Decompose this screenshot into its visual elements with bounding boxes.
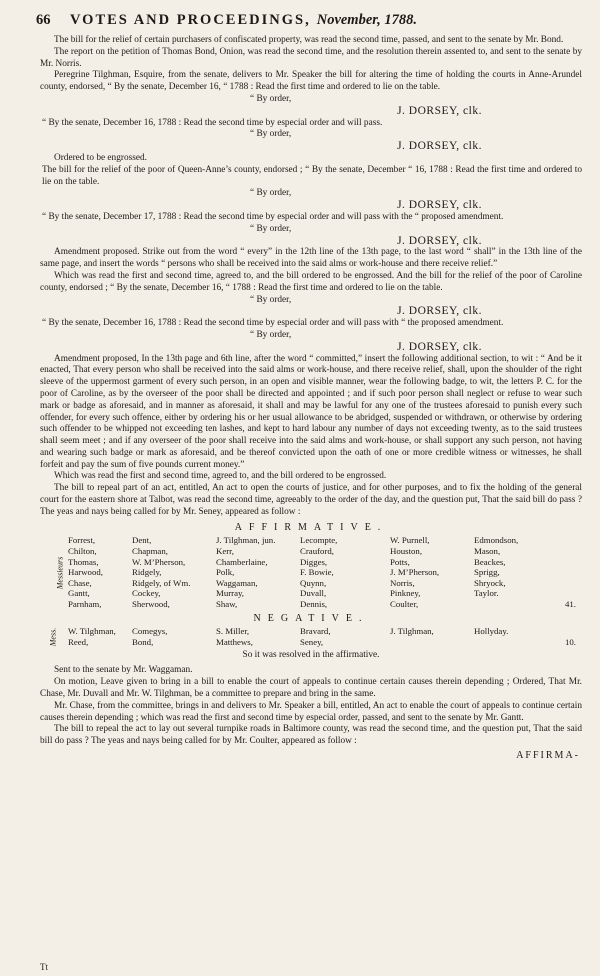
member-name: Reed, bbox=[68, 637, 89, 648]
clerk-signature: J. DORSEY, clk. bbox=[397, 140, 482, 153]
member-name: Chase, bbox=[68, 577, 92, 588]
senate-endorsement: “ By the senate, December 17, 1788 : Read the second time by especial order and will pass with the “ proposed amendment. bbox=[42, 211, 504, 222]
member-name: Digges, bbox=[300, 556, 328, 567]
running-title: VOTES AND PROCEEDINGS, bbox=[70, 12, 311, 28]
member-name: Duvall, bbox=[300, 588, 327, 599]
member-name: Cockey, bbox=[132, 588, 161, 599]
member-name: Norris, bbox=[390, 577, 415, 588]
negative-column bbox=[390, 626, 474, 647]
negative-column bbox=[132, 626, 216, 647]
amendment-paragraph: Amendment proposed. Strike out from the word “ every” in the 12th line of the 13th page, to the last word “ shall” in the 13th line of the same page, and insert the words “ persons who shall be received into the said alms or work-house and there receive relief.” bbox=[40, 247, 582, 270]
member-name: Dent, bbox=[132, 535, 152, 546]
member-name: Edmondson, bbox=[474, 535, 519, 546]
member-name: Thomas, bbox=[68, 556, 99, 567]
body-text bbox=[40, 35, 582, 762]
member-name: J. M’Pherson, bbox=[390, 567, 440, 578]
paragraph: Which was read the first and second time, agreed to, and the bill ordered to be engrossed. And the bill for the relief of the poor of Caroline county, endorsed ; “ By the senate, December 16, “ 1788 : Read the first time and ordered to lie on the table. bbox=[40, 270, 582, 293]
negative-heading: NEGATIVE. bbox=[253, 612, 369, 624]
member-name: W. Tilghman, bbox=[68, 626, 116, 637]
vote-side-label: Messieurs bbox=[55, 556, 65, 589]
clerk-signature: J. DORSEY, clk. bbox=[397, 305, 482, 318]
vote-side-label: Mess. bbox=[48, 627, 58, 647]
paragraph: Peregrine Tilghman, Esquire, from the senate, delivers to Mr. Speaker the bill for altering the time of holding the courts in Anne-Arundel county, endorsed, “ By the senate, December 16, “ 1788 : Read the first time and ordered to lie on the table. bbox=[40, 70, 582, 93]
signature-mark: Tt bbox=[40, 962, 48, 972]
catchword: AFFIRMA- bbox=[516, 749, 580, 761]
member-name: Crauford, bbox=[300, 546, 334, 557]
by-order-line: “ By order, bbox=[250, 93, 292, 104]
affirmative-column bbox=[68, 535, 132, 609]
member-name: S. Miller, bbox=[216, 626, 250, 637]
member-name: J. Tilghman, bbox=[390, 626, 434, 637]
paragraph: Ordered to be engrossed. bbox=[54, 152, 147, 163]
member-name: Quynn, bbox=[300, 577, 327, 588]
affirmative-column bbox=[474, 535, 550, 609]
page-number: 66 bbox=[36, 12, 51, 28]
clerk-signature: J. DORSEY, clk. bbox=[397, 340, 482, 353]
by-order-line: “ By order, bbox=[250, 223, 292, 234]
member-name: Mason, bbox=[474, 546, 501, 557]
member-name: Chapman, bbox=[132, 546, 168, 557]
member-name: Lecompte, bbox=[300, 535, 338, 546]
member-name: Harwood, bbox=[68, 567, 103, 578]
member-name: Polk, bbox=[216, 567, 235, 578]
negative-column bbox=[300, 626, 390, 647]
paragraph: The bill for the relief of certain purchasers of confiscated property, was read the second time, passed, and sent to the senate by Mr. Bond. bbox=[54, 35, 564, 45]
negative-column bbox=[216, 626, 300, 647]
paragraph: The bill to repeal part of an act, entitled, An act to open the courts of justice, and for other purposes, and to fix the holding of the general court for the eastern shore at Talbot, was read the second time, agreeably to the order of the day, and the question put, That the said bill do pass ? The yeas and nays being called for by Mr. Seney, appeared as follow : bbox=[40, 483, 582, 517]
amendment-paragraph: Amendment proposed, In the 13th page and 6th line, after the word “ committed,” insert the following additional section, to wit : “ And be it enacted, That every person who shall be received into the said alms or work-house, and there receive relief, shall, upon the shoulder of the right sleeve of the uppermost garment of every such person, in an open and visible manner, wear the following badge, to wit, the letters P. C. for the poor of Caroline, as by the overseer of the poor shall be directed and appointed ; and if such poor person shall neglect or refuse to wear such mark or badge as aforesaid, and in manner as aforesaid, it shall and may be lawful for any one of the trustees aforesaid to punish every such offender, for every such offence, either by ordering his or her usual allowance to be abridged, suspended or withdrawn, or otherwise by ordering such offender to be whipped not exceeding ten lashes, and kept to hard labour any number of days not exceeding twenty, as to the said trustees shall seem meet ; and if any overseer of the poor shall receive into the said alms and work-house, or shall support any such person, not having and wearing such badge or mark as aforesaid, and be thereof convicted upon the oath of one or more credible witness or witnesses, he shall forfeit and pay the sum of five pounds current money.” bbox=[40, 353, 582, 470]
affirmative-column bbox=[132, 535, 216, 609]
affirmative-votes bbox=[40, 535, 582, 609]
member-name: Sprigg, bbox=[474, 567, 500, 578]
member-name: Coulter, bbox=[390, 599, 419, 610]
affirmative-columns bbox=[68, 535, 582, 609]
affirmative-count: 41. bbox=[565, 599, 576, 610]
member-name: Murray, bbox=[216, 588, 245, 599]
negative-column bbox=[474, 626, 550, 647]
member-name: Forrest, bbox=[68, 535, 96, 546]
member-name: Gantt, bbox=[68, 588, 90, 599]
member-name: Bravard, bbox=[300, 626, 331, 637]
member-name: Pinkney, bbox=[390, 588, 421, 599]
member-name: Matthews, bbox=[216, 637, 253, 648]
by-order-line: “ By order, bbox=[250, 129, 292, 140]
affirmative-heading: AFFIRMATIVE. bbox=[234, 521, 388, 533]
by-order-line: “ By order, bbox=[250, 329, 292, 340]
paragraph: The bill to repeal the act to lay out several turnpike roads in Baltimore county, was read the second time, and the question put, That the said bill do pass ? The yeas and nays being called for by Mr. Coulter, appeared as follow : bbox=[40, 724, 582, 747]
member-name: Houston, bbox=[390, 546, 423, 557]
member-name: Sherwood, bbox=[132, 599, 170, 610]
negative-count: 10. bbox=[565, 637, 576, 648]
member-name: W. M’Pherson, bbox=[132, 556, 186, 567]
member-name: Ridgely, of Wm. bbox=[132, 577, 191, 588]
negative-votes bbox=[40, 626, 582, 647]
by-order-line: “ By order, bbox=[250, 188, 292, 199]
paragraph: Which was read the first and second time, agreed to, and the bill ordered to be engrossed. bbox=[54, 471, 387, 482]
negative-column bbox=[68, 626, 132, 647]
member-name: Chamberlaine, bbox=[216, 556, 268, 567]
member-name: Parnham, bbox=[68, 599, 102, 610]
paragraph: The bill for the relief of the poor of Queen-Anne’s county, endorsed ; “ By the senate, December “ 16, 1788 : Read the first time and ordered to lie on the table. bbox=[42, 164, 582, 187]
resolution-line: So it was resolved in the affirmative. bbox=[242, 649, 380, 660]
negative-columns bbox=[68, 626, 582, 647]
senate-endorsement: “ By the senate, December 16, 1788 : Read the second time by especial order and will pass. bbox=[42, 117, 383, 128]
member-name: Kerr, bbox=[216, 546, 234, 557]
clerk-signature: J. DORSEY, clk. bbox=[397, 104, 482, 117]
senate-endorsement: “ By the senate, December 16, 1788 : Read the second time by especial order and will pass with “ the proposed amendment. bbox=[42, 318, 504, 329]
paragraph: The report on the petition of Thomas Bond, Onion, was read the second time, and the resolution therein assented to, and sent to the senate by Mr. Norris. bbox=[40, 46, 582, 69]
member-name: Waggaman, bbox=[216, 577, 258, 588]
affirmative-column bbox=[216, 535, 300, 609]
member-name: Chilton, bbox=[68, 546, 97, 557]
clerk-signature: J. DORSEY, clk. bbox=[397, 234, 482, 247]
member-name: J. Tilghman, jun. bbox=[216, 535, 276, 546]
page-header bbox=[36, 12, 582, 29]
member-name: Potts, bbox=[390, 556, 410, 567]
member-name: W. Purnell, bbox=[390, 535, 430, 546]
member-name: Dennis, bbox=[300, 599, 328, 610]
by-order-line: “ By order, bbox=[250, 294, 292, 305]
paragraph: Mr. Chase, from the committee, brings in and delivers to Mr. Speaker a bill, entitled, An act to enable the court of appeals to continue certain causes therein depending ; which was read the first and second time by especial order, passed, and sent to the senate by Mr. Gantt. bbox=[40, 700, 582, 723]
member-name: Beackes, bbox=[474, 556, 506, 567]
member-name: Bond, bbox=[132, 637, 154, 648]
affirmative-column bbox=[390, 535, 474, 609]
member-name: F. Bowie, bbox=[300, 567, 334, 578]
paragraph: Sent to the senate by Mr. Waggaman. bbox=[54, 665, 193, 676]
running-date: November, 1788. bbox=[316, 12, 417, 28]
member-name: Comegys, bbox=[132, 626, 168, 637]
clerk-signature: J. DORSEY, clk. bbox=[397, 199, 482, 212]
member-name: Shryock, bbox=[474, 577, 506, 588]
member-name: Hollyday. bbox=[474, 626, 509, 637]
affirmative-column bbox=[300, 535, 390, 609]
member-name: Ridgely, bbox=[132, 567, 162, 578]
member-name: Seney, bbox=[300, 637, 324, 648]
paragraph: On motion, Leave given to bring in a bill to enable the court of appeals to continue certain causes therein depending ; Ordered, That Mr. Chase, Mr. Duvall and Mr. W. Tilghman, be a committee to prepare and bring in the same. bbox=[40, 677, 582, 699]
member-name: Taylor. bbox=[474, 588, 499, 599]
member-name: Shaw, bbox=[216, 599, 238, 610]
